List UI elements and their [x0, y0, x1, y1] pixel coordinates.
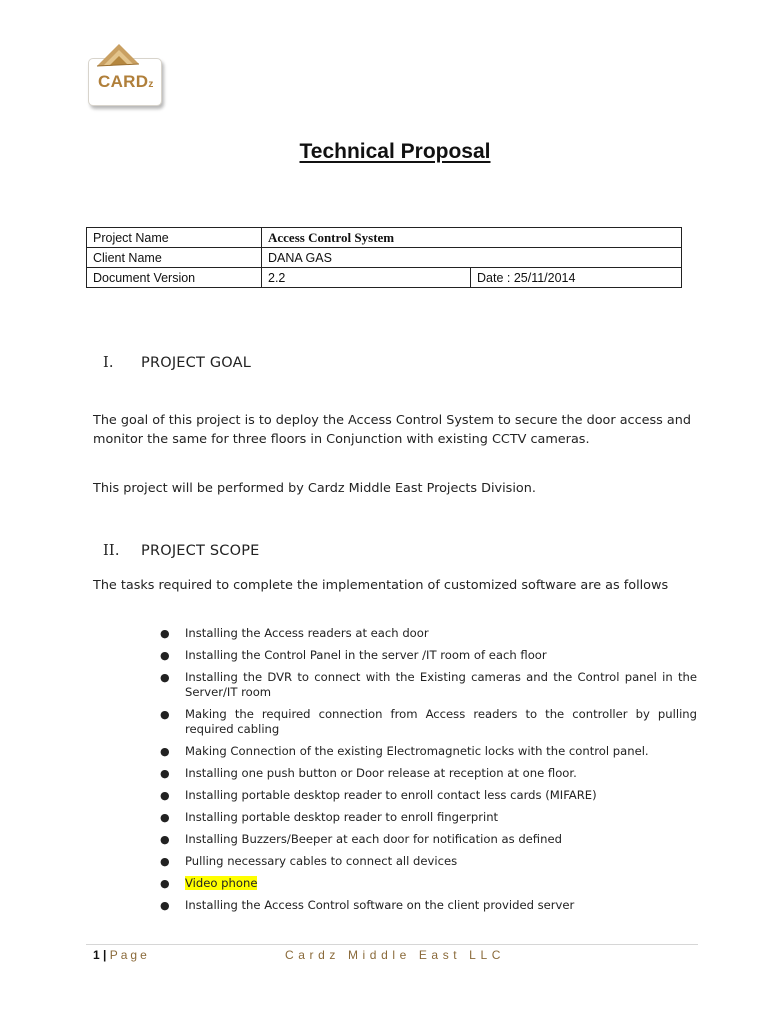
section-heading-project-scope [103, 543, 260, 559]
page-separator: | [103, 948, 107, 962]
section-title: PROJECT GOAL [141, 355, 252, 371]
list-item [160, 832, 697, 847]
list-item [160, 626, 697, 641]
list-item-text: Installing Buzzers/Beeper at each door for notification as defined [185, 832, 562, 846]
list-item [160, 744, 697, 759]
table-row [87, 268, 682, 288]
list-item [160, 707, 697, 737]
bullet-icon: ● [160, 627, 170, 640]
bullet-icon: ● [160, 745, 170, 758]
bullet-icon: ● [160, 767, 170, 780]
bullet-icon: ● [160, 811, 170, 824]
logo-text-suffix: z [148, 79, 154, 90]
footer-company-name: Cardz Middle East LLC [285, 948, 505, 962]
bullet-icon: ● [160, 789, 170, 802]
document-date: Date : 25/11/2014 [471, 268, 682, 288]
document-version-value: 2.2 [262, 268, 471, 288]
bullet-icon: ● [160, 877, 170, 890]
bullet-icon: ● [160, 899, 170, 912]
footer-page-number [93, 948, 150, 962]
list-item-text: Installing portable desktop reader to enroll contact less cards (MIFARE) [185, 788, 597, 802]
list-item-text: Video phone [185, 876, 258, 890]
page-label: Page [109, 948, 150, 962]
project-name-value: Access Control System [262, 228, 682, 248]
company-logo [88, 42, 164, 106]
project-name-label: Project Name [87, 228, 262, 248]
scope-task-list [160, 626, 697, 920]
bullet-icon: ● [160, 671, 170, 684]
list-item [160, 648, 697, 663]
list-item-text: Installing the DVR to connect with the Existing cameras and the Control panel in the Server/IT room [185, 670, 697, 699]
bullet-icon: ● [160, 855, 170, 868]
section-number: II. [103, 543, 120, 559]
footer-divider [86, 944, 698, 945]
section-heading-project-goal [103, 355, 251, 371]
logo-text-main: CARD [98, 72, 149, 91]
client-name-value: DANA GAS [262, 248, 682, 268]
client-name-label: Client Name [87, 248, 262, 268]
project-goal-paragraph: The goal of this project is to deploy the Access Control System to secure the door access and monitor the same for three floors in Conjunction with existing CCTV cameras. [93, 413, 691, 447]
list-item [160, 810, 697, 825]
logo-emblem-icon [95, 42, 141, 70]
section-number: I. [103, 355, 114, 371]
list-item-text: Making Connection of the existing Electromagnetic locks with the control panel. [185, 744, 649, 758]
list-item-text: Installing the Access Control software on the client provided server [185, 898, 575, 912]
table-row [87, 248, 682, 268]
list-item-text: Making the required connection from Access readers to the controller by pulling required cabling [185, 707, 697, 736]
list-item-text: Installing the Access readers at each door [185, 626, 429, 640]
project-scope-intro: The tasks required to complete the implementation of customized software are as follows [93, 578, 669, 593]
document-title: Technical Proposal [299, 140, 491, 163]
project-info-table [86, 227, 682, 288]
section-title: PROJECT SCOPE [141, 543, 260, 559]
project-division-paragraph: This project will be performed by Cardz Middle East Projects Division. [93, 481, 536, 496]
list-item-text: Installing portable desktop reader to enroll fingerprint [185, 810, 499, 824]
bullet-icon: ● [160, 649, 170, 662]
bullet-icon: ● [160, 833, 170, 846]
logo-text [98, 72, 154, 92]
list-item [160, 898, 697, 913]
list-item-text: Pulling necessary cables to connect all devices [185, 854, 458, 868]
list-item-text: Installing one push button or Door release at reception at one floor. [185, 766, 577, 780]
bullet-icon: ● [160, 708, 170, 721]
list-item [160, 766, 697, 781]
page-number: 1 [93, 948, 100, 962]
list-item-text: Installing the Control Panel in the server /IT room of each floor [185, 648, 547, 662]
list-item [160, 788, 697, 803]
table-row [87, 228, 682, 248]
list-item [160, 670, 697, 700]
document-version-label: Document Version [87, 268, 262, 288]
list-item [160, 876, 697, 891]
list-item [160, 854, 697, 869]
